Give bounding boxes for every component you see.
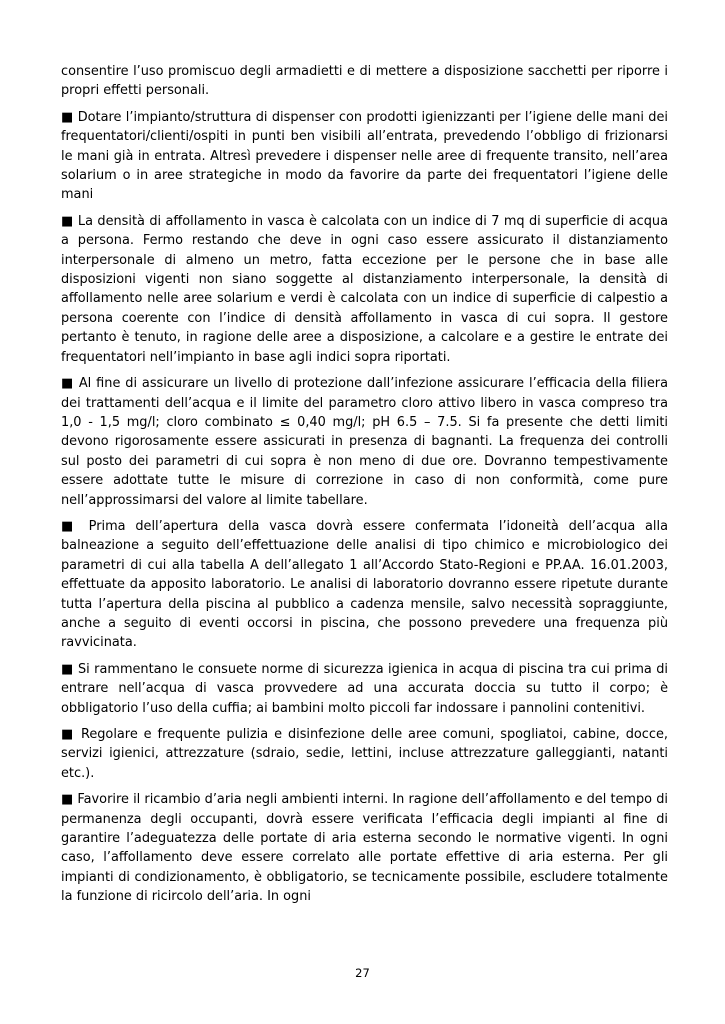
paragraph-lockers: consentire l’uso promiscuo degli armadietti e di mettere a disposizione sacchetti per riporre i propri effetti personali. (61, 64, 668, 99)
document-body (61, 62, 668, 914)
paragraph-hygiene-rules: ■ Si rammentano le consuete norme di sicurezza igienica in acqua di piscina tra cui prima di entrare nell’acqua di vasca provvedere ad una accurata doccia su tutto il corpo; è obbligatorio l’uso della cuffia; ai bambini molto piccoli far indossare i pannolini contenitivi. (61, 661, 668, 716)
paragraph-water-treatment: ■ Al fine di assicurare un livello di protezione dall’infezione assicurare l’efficacia della filiera dei trattamenti dell’acqua e il limite del parametro cloro attivo libero in vasca compreso tra 1,0 - 1,5 mg/l; cloro combinato ≤ 0,40 mg/l; pH 6.5 – 7.5. Si fa presente che detti limiti devono rigorosamente essere assicurati in presenza di bagnanti. La frequenza dei controlli sul posto dei parametri di cui sopra è non meno di due ore. Dovranno tempestivamente essere adottate tutte le misure di correzione in caso di non conformità, come pure nell’approssimarsi del valore al limite tabellare. (61, 376, 668, 508)
paragraph-water-analysis: ■ Prima dell’apertura della vasca dovrà essere confermata l’idoneità dell’acqua alla balneazione a seguito dell’effettuazione delle analisi di tipo chimico e microbiologico dei parametri di cui alla tabella A dell’allegato 1 all’Accordo Stato-Regioni e PP.AA. 16.01.2003, effettuate da apposito laboratorio. Le analisi di laboratorio dovranno essere ripetute durante tutta l’apertura della piscina al pubblico a cadenza mensile, salvo necessità sopraggiunte, anche a seguito di eventi occorsi in piscina, che possono prevedere una frequenza più ravvicinata. (61, 518, 668, 651)
paragraph-cleaning: ■ Regolare e frequente pulizia e disinfezione delle aree comuni, spogliatoi, cabine, docce, servizi igienici, attrezzature (sdraio, sedie, lettini, incluse attrezzature galleggianti, natanti etc.). (61, 727, 668, 781)
page-number: 27 (355, 966, 370, 980)
paragraph-dispensers: ■ Dotare l’impianto/struttura di dispenser con prodotti igienizzanti per l’igiene delle mani dei frequentatori/clienti/ospiti in punti ben visibili all’entrata, prevedendo l’obbligo di frizionarsi le mani già in entrata. Altresì prevedere i dispenser nelle aree di frequente transito, nell’area solarium o in aree strategiche in modo da favorire da parte dei frequentatori l’igiene delle mani (61, 109, 668, 203)
paragraph-ventilation: ■ Favorire il ricambio d’aria negli ambienti interni. In ragione dell’affollamento e del tempo di permanenza degli occupanti, dovrà essere verificata l’efficacia degli impianti al fine di garantire l’adeguatezza delle portate di aria esterna secondo le normative vigenti. In ogni caso, l’affollamento deve essere correlato alle portate effettive di aria esterna. Per gli impianti di condizionamento, è obbligatorio, se tecnicamente possibile, escludere totalmente la funzione di ricircolo dell’aria. In ogni (61, 792, 668, 905)
paragraph-density: ■ La densità di affollamento in vasca è calcolata con un indice di 7 mq di superficie di acqua a persona. Fermo restando che deve in ogni caso essere assicurato il distanziamento interpersonale di almeno un metro, fatta eccezione per le persone che in base alle disposizioni vigenti non siano soggette al distanziamento interpersonale, la densità di affollamento nelle aree solarium e verdi è calcolata con un indice di superficie di calpestio a persona coerente con l’indice di densità affollamento in vasca di cui sopra. Il gestore pertanto è tenuto, in ragione delle aree a disposizione, a calcolare e a gestire le entrate dei frequentatori nell’impianto in base agli indici sopra riportati. (61, 213, 668, 365)
